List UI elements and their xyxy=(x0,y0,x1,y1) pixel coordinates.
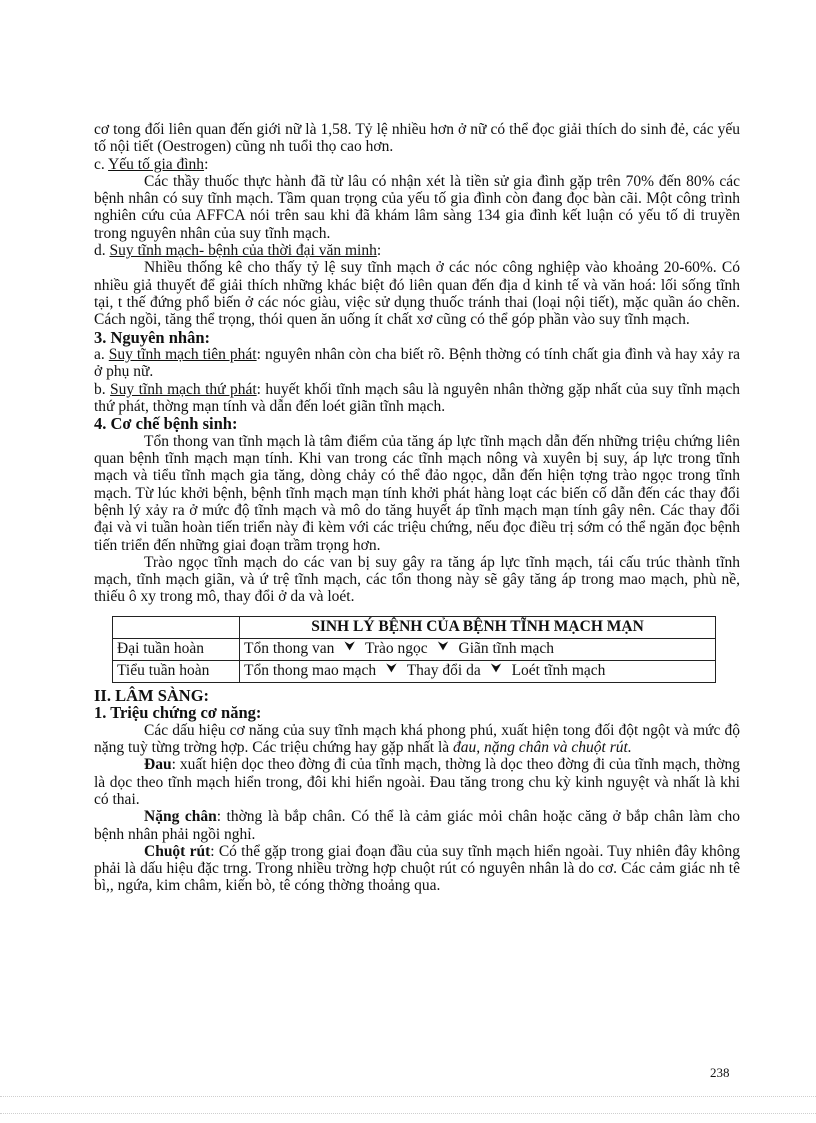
paragraph: Tổn thong van tĩnh mạch là tâm điểm của tăng áp lực tĩnh mạch dẫn đến những triệu chứng liên quan bệnh tĩnh mạch mạn tính. Khi van trong các tĩnh mạch nông và xuyên bị suy, áp lực trong tĩnh mạch và tiểu tĩnh mạch gia tăng, dòng chảy có thể đảo ngọc, dẫn đến hiện tợng trào ngọc trong tĩnh mạch. Từ lúc khởi bệnh, bệnh tĩnh mạch mạn tính khởi phát hàng loạt các biến cố dẫn đến các thay đổi bệnh lý xảy ra ở mức độ tĩnh mạch và mô do tăng huyết áp tĩnh mạch mạn tính gây nên. Các thay đổi đại và vi tuần hoàn tiến triển này đi kèm với các triệu chứng, nếu đọc điều trị sớm có thể ngăn đọc bệnh tiến triển đến những giai đoạn trầm trọng hơn. xyxy=(94,432,740,554)
item-text: : huyết khối tĩnh mạch sâu là nguyên nhân thờng gặp nhất của suy tĩnh mạch thứ phát, thờng mạn tính và dẫn đến loét giãn tĩnh mạch. xyxy=(94,380,741,415)
subsection-suffix: : xyxy=(204,155,209,173)
symptom-text: : thờng là bắp chân. Có thể là cảm giác mỏi chân hoặc căng ở bắp chân làm cho bệnh nhân phải ngồi nghỉ. xyxy=(94,808,741,843)
page-content xyxy=(94,121,740,895)
symptom-label: Chuột rút xyxy=(144,842,211,860)
arrow-down-icon: ⮟ xyxy=(437,638,449,654)
item-text: : nguyên nhân còn cha biết rõ. Bệnh thờng có tính chất gia đình và hay xảy ra ở phụ nữ. xyxy=(94,346,740,381)
subsection-title: Yếu tố gia đình xyxy=(108,155,205,173)
table-flow-cell xyxy=(240,638,716,660)
arrow-down-icon: ⮟ xyxy=(490,660,502,676)
symptom-cramp xyxy=(94,843,740,895)
dotted-divider xyxy=(0,1096,816,1097)
subsection-prefix: c. xyxy=(94,155,109,173)
table-row-label: Đại tuần hoàn xyxy=(113,638,240,660)
pathophysiology-table xyxy=(112,616,716,683)
symptom-text: : Có thể gặp trong giai đoạn đầu của suy tĩnh mạch hiển ngoài. Tuy nhiên đây không phải là dấu hiệu đặc trng. Trong nhiều trờng hợp chuột rút có nguyên nhân là do cơ. Các cảm giác nh tê bì,, ngứa, kim châm, kiến bò, tê cóng thờng thoảng qua. xyxy=(94,842,741,895)
flow-step: Giãn tĩnh mạch xyxy=(458,640,555,658)
flow-step: Tổn thong mao mạch xyxy=(244,662,377,680)
table-flow-cell xyxy=(240,660,716,682)
table-row-label: Tiểu tuần hoàn xyxy=(113,660,240,682)
arrow-down-icon: ⮟ xyxy=(386,660,398,676)
symptom-label: Đau xyxy=(144,756,172,774)
item-title: Suy tĩnh mạch tiên phát xyxy=(108,346,257,364)
subsection-d xyxy=(94,242,740,259)
symptom-label: Nặng chân xyxy=(144,808,217,826)
item-a xyxy=(94,346,740,381)
flow-step: Thay đổi da xyxy=(406,662,481,680)
paragraph: Trào ngọc tĩnh mạch do các van bị suy gây ra tăng áp lực tĩnh mạch, tái cấu trúc thành tĩnh mạch, tĩnh mạch giãn, và ứ trệ tĩnh mạch, các tổn thong này sẽ gây tăng áp trong mao mạch, phù nề, thiếu ô xy trong mô, thay đổi ở da và loét. xyxy=(94,553,740,606)
table-empty-cell xyxy=(113,616,240,638)
item-prefix: b. xyxy=(94,380,111,398)
symptom-text: : xuất hiện dọc theo đờng đi của tĩnh mạch, thờng là dọc theo đờng đi của tĩnh mạch, thờng là dọc theo tĩnh mạch hiển trong, đôi khi hiển ngoài. Đau tăng trong chu kỳ kinh nguyệt và nhất là khi có thai. xyxy=(94,756,740,808)
paragraph: cơ tong đối liên quan đến giới nữ là 1,58. Tỷ lệ nhiều hơn ở nữ có thể đọc giải thích do sinh đẻ, các yếu tố nội tiết (Oestrogen) cũng nh tuổi thọ cao hơn. xyxy=(94,121,740,156)
table-header-row xyxy=(113,616,716,638)
section-heading: 4. Cơ chế bệnh sinh: xyxy=(94,414,238,434)
section-heading: II. LÂM SÀNG: xyxy=(94,685,210,705)
paragraph xyxy=(94,722,740,757)
subsection-suffix: : xyxy=(376,242,382,260)
item-b xyxy=(94,381,740,416)
page-number: 238 xyxy=(710,1065,730,1080)
subsection-c xyxy=(94,156,740,173)
flow-step: Loét tĩnh mạch xyxy=(511,662,606,680)
paragraph-italic: đau, nặng chân và chuột rút. xyxy=(453,739,632,757)
dotted-divider xyxy=(0,1113,816,1114)
paragraph-text: Các dấu hiệu cơ năng của suy tĩnh mạch khá phong phú, xuất hiện tong đối đột ngột và mức độ nặng tuỳ từng trờng hợp. Các triệu chứng hay gặp nhất là xyxy=(94,721,740,757)
paragraph: Các thầy thuốc thực hành đã từ lâu có nhận xét là tiền sử gia đình gặp trên 70% đến 80% các bệnh nhân có suy tĩnh mạch. Tầm quan trọng của yếu tố gia đình còn đang đọc bàn cãi. Một công trình nghiên cứu của AFFCA nói trên sau khi đã khám lâm sàng 134 gia đình kết luận có yếu tố di truyền trong nguyên nhân của suy tĩnh mạch. xyxy=(94,172,740,242)
flow-step: Trào ngọc xyxy=(364,640,428,658)
subsection-title: Suy tĩnh mạch- bệnh của thời đại văn minh xyxy=(109,242,377,260)
symptom-pain xyxy=(94,756,740,808)
table-title: SINH LÝ BỆNH CỦA BỆNH TĨNH MẠCH MẠN xyxy=(240,616,716,638)
table-row xyxy=(113,660,716,682)
section-heading: 1. Triệu chứng cơ năng: xyxy=(94,703,262,723)
arrow-down-icon: ⮟ xyxy=(344,638,356,654)
item-prefix: a. xyxy=(94,346,109,364)
symptom-heaviness xyxy=(94,808,740,843)
section-heading: 3. Nguyên nhân: xyxy=(94,327,210,347)
table-row xyxy=(113,638,716,660)
item-title: Suy tĩnh mạch thứ phát xyxy=(110,380,257,398)
paragraph: Nhiều thống kê cho thấy tỷ lệ suy tĩnh mạch ở các nóc công nghiệp vào khoảng 20-60%. Có nhiều giả thuyết để giải thích những khác biệt đó liên quan đến địa d kinh tế và văn hoá: lối sống tĩnh tại, t thế đứng phổ biến ở các nóc giàu, việc sử dụng thuốc tránh thai (loại nội tiết), mặc quần áo chẽn. Cách ngồi, tăng thể trọng, thói quen ăn uống ít chất xơ cũng có thể góp phần vào suy tĩnh mạch. xyxy=(94,259,740,329)
subsection-prefix: d. xyxy=(94,242,110,260)
flow-step: Tổn thong van xyxy=(244,640,335,658)
